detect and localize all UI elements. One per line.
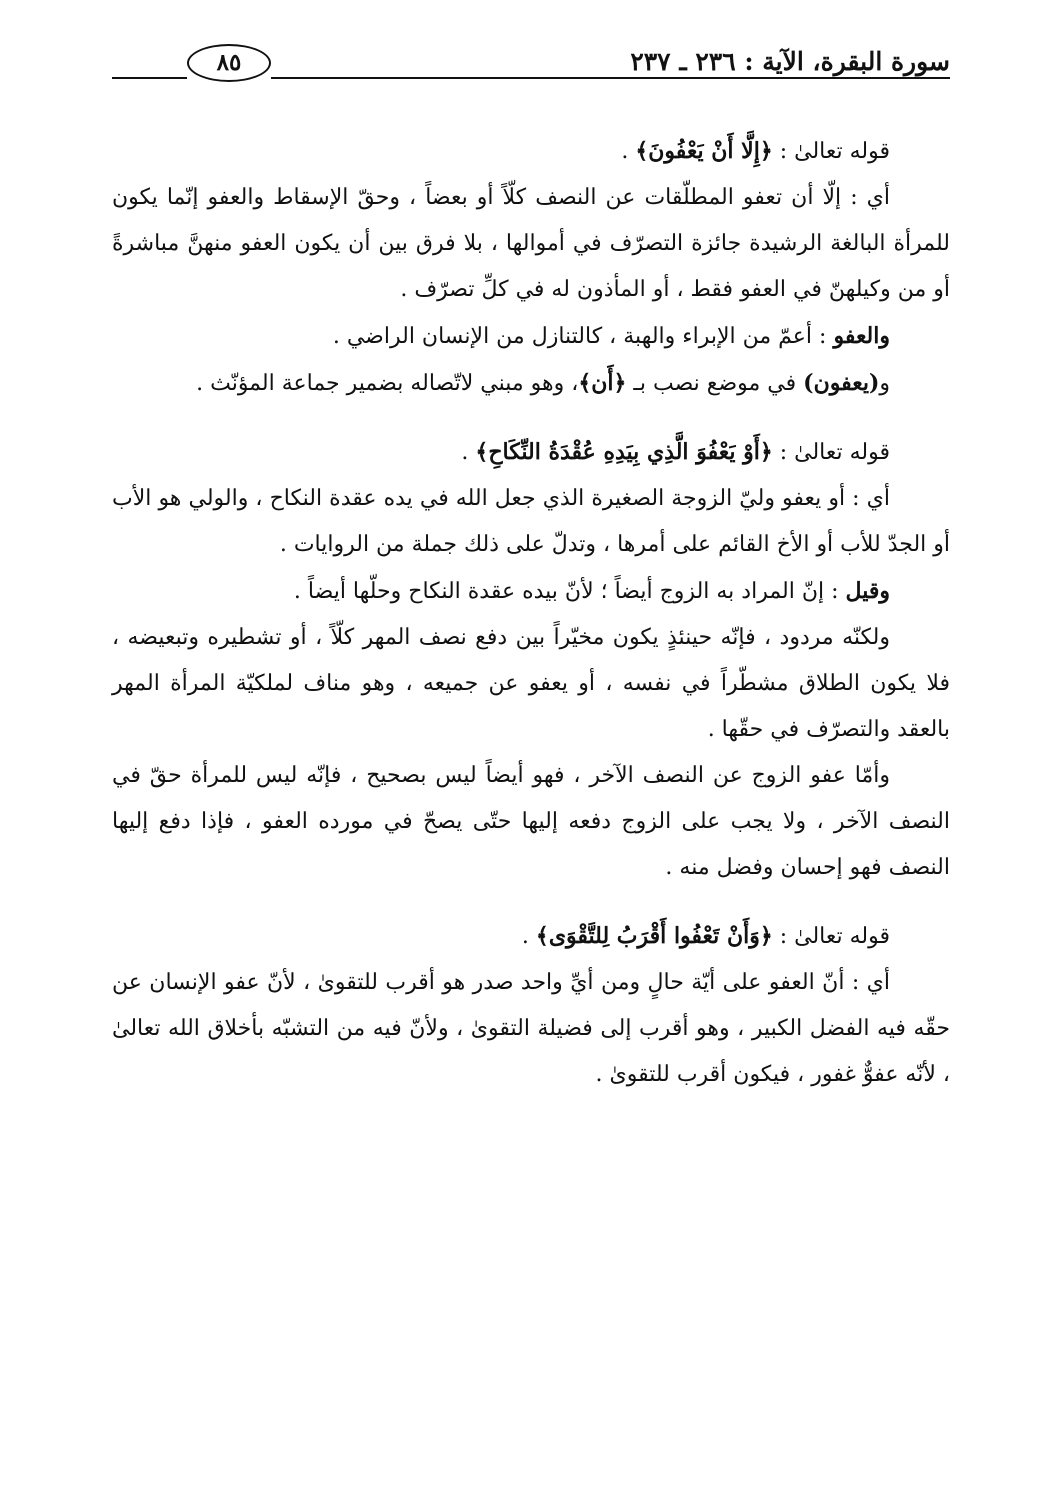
paragraph: وأمّا عفو الزوج عن النصف الآخر ، فهو أيضاً ليس بصحيح ، فإنّه ليس للمرأة حقّ في النصف الآخر ، ولا يجب على الزوج دفعه إليها حتّى يصحّ في مورده العفو ، فإذا دفع إليها النصف فهو إحسان وفضل منه . [112, 763, 950, 880]
paragraph-text: و [879, 371, 890, 396]
verse-end: . [621, 139, 636, 164]
bold-term: (يعفون) [803, 370, 880, 396]
quran-word: ﴿أَن﴾ [578, 370, 627, 396]
paragraph [112, 568, 950, 615]
header-rule-right [271, 77, 950, 79]
running-title: سورة البقرة، الآية : ٢٣٦ ـ ٢٣٧ [630, 47, 950, 76]
paragraph: أي : أو يعفو وليّ الزوجة الصغيرة الذي جعل الله في يده عقدة النكاح ، والولي هو الأب أو الجدّ للأب أو الأخ القائم على أمرها ، وتدلّ على ذلك جملة من الروايات . [112, 486, 950, 557]
bold-term: والعفو [833, 323, 890, 349]
paragraph-text: في موضع نصب بـ [626, 371, 804, 396]
paragraph: أي : إلّا أن تعفو المطلّقات عن النصف كلّاً أو بعضاً ، وحقّ الإسقاط والعفو إنّما يكون للمرأة البالغة الرشيدة جائزة التصرّف في أموالها ، بلا فرق بين أن يكون العفو منهنَّ مباشرةً أو من وكيلهنّ في العفو فقط ، أو المأذون له في كلِّ تصرّف . [112, 185, 950, 302]
quran-verse: ﴿وَأَنْ تَعْفُوا أَقْرَبُ لِلتَّقْوَى﴾ [535, 923, 773, 949]
paragraph: ولكنّه مردود ، فإنّه حينئذٍ يكون مخيّراً بين دفع نصف المهر كلّاً ، أو تشطيره وتبعيضه ، فلا يكون الطلاق مشطّراً في نفسه ، أو يعفو عن جميعه ، وهو مناف لملكيّة المرأة المهر بالعقد والتصرّف في حقّها . [112, 625, 950, 742]
paragraph-text: : أعمّ من الإبراء والهبة ، كالتنازل من الإنسان الراضي . [332, 324, 834, 349]
verse-heading [112, 913, 950, 960]
header-rule-left [112, 77, 187, 79]
page-body [112, 128, 950, 1098]
verse-heading [112, 429, 950, 476]
verse-end: . [521, 924, 536, 949]
verse-intro: قوله تعالىٰ : [772, 924, 890, 949]
paragraph-text: ، وهو مبني لاتّصاله بضمير جماعة المؤنّث . [196, 371, 579, 396]
page-number: ٨٥ [187, 44, 271, 82]
page-header [112, 40, 950, 84]
paragraph [112, 360, 950, 407]
paragraph-text: : إنّ المراد به الزوج أيضاً ؛ لأنّ بيده عقدة النكاح وحلّها أيضاً . [293, 579, 846, 604]
verse-end: . [461, 440, 476, 465]
verse-intro: قوله تعالىٰ : [772, 139, 890, 164]
verse-heading [112, 128, 950, 175]
verse-intro: قوله تعالىٰ : [772, 440, 890, 465]
bold-term: وقيل [845, 578, 890, 604]
quran-verse: ﴿إِلَّا أَنْ يَعْفُونَ﴾ [635, 138, 773, 164]
section-gap [112, 407, 950, 429]
paragraph: أي : أنّ العفو على أيّة حالٍ ومن أيِّ واحد صدر هو أقرب للتقوىٰ ، لأنّ عفو الإنسان عن حقّه فيه الفضل الكبير ، وهو أقرب إلى فضيلة التقوىٰ ، ولأنّ فيه من التشبّه بأخلاق الله تعالىٰ ، لأنّه عفوٌّ غفور ، فيكون أقرب للتقوىٰ . [112, 970, 950, 1087]
paragraph [112, 313, 950, 360]
quran-verse: ﴿أَوْ يَعْفُوَ الَّذِي بِيَدِهِ عُقْدَةُ النِّكَاحِ﴾ [475, 439, 773, 465]
section-gap [112, 891, 950, 913]
